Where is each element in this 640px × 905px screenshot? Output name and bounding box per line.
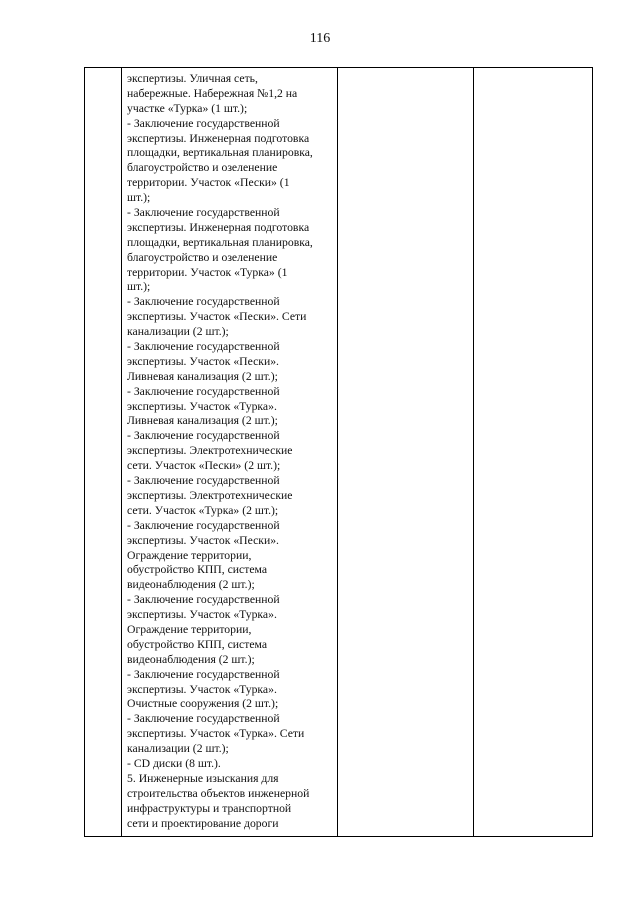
description-line: экспертизы. Участок «Пески». Сети (127, 310, 307, 324)
description-line: Очистные сооружения (2 шт.); (127, 697, 279, 711)
description-line: экспертизы. Участок «Пески». (127, 354, 279, 368)
description-line: видеонаблюдения (2 шт.); (127, 578, 255, 592)
table-description-cell (127, 72, 337, 831)
description-line: инфраструктуры и транспортной (127, 801, 292, 815)
description-line: Ограждение территории, (127, 622, 252, 636)
description-line: - Заключение государственной (127, 206, 280, 220)
description-line: экспертизы. Участок «Турка». (127, 682, 277, 696)
description-line: площадки, вертикальная планировка, (127, 146, 313, 160)
description-line: экспертизы. Участок «Турка». Сети (127, 727, 305, 741)
description-line: экспертизы. Уличная сеть, (127, 72, 258, 85)
description-line: экспертизы. Инженерная подготовка (127, 131, 310, 145)
table-column-divider-3 (473, 68, 474, 836)
description-line: Ливневая канализация (2 шт.); (127, 414, 278, 428)
page-number: 116 (309, 31, 331, 46)
description-line: Ливневая канализация (2 шт.); (127, 369, 278, 383)
table-column-divider-1 (121, 68, 122, 836)
description-line: территории. Участок «Пески» (1 (127, 176, 290, 190)
description-line: сети. Участок «Пески» (2 шт.); (127, 459, 281, 473)
description-line: экспертизы. Участок «Турка». (127, 399, 277, 413)
description-line: экспертизы. Участок «Пески». (127, 533, 279, 547)
description-line: территории. Участок «Турка» (1 (127, 265, 288, 279)
description-line: Ограждение территории, (127, 548, 252, 562)
description-line: обустройство КПП, система (127, 637, 268, 651)
description-line: видеонаблюдения (2 шт.); (127, 652, 255, 666)
description-line: экспертизы. Электротехнические (127, 488, 293, 502)
description-line: строительства объектов инженерной (127, 786, 310, 800)
description-line: участке «Турка» (1 шт.); (127, 101, 248, 115)
document-table (84, 67, 593, 837)
description-line: благоустройство и озеленение (127, 250, 278, 264)
description-line: - Заключение государственной (127, 384, 280, 398)
description-line: площадки, вертикальная планировка, (127, 235, 313, 249)
description-line: сети. Участок «Турка» (2 шт.); (127, 503, 279, 517)
description-line: канализации (2 шт.); (127, 742, 229, 756)
description-line: - Заключение государственной (127, 474, 280, 488)
description-line: - CD диски (8 шт.). (127, 756, 221, 770)
description-line: шт.); (127, 280, 151, 294)
description-line: сети и проектирование дороги (127, 816, 279, 830)
description-line: - Заключение государственной (127, 116, 280, 130)
description-line: - Заключение государственной (127, 518, 280, 532)
description-line: набережные. Набережная №1,2 на (127, 86, 298, 100)
description-line: 5. Инженерные изыскания для (127, 771, 279, 785)
description-line: обустройство КПП, система (127, 563, 268, 577)
description-line: благоустройство и озеленение (127, 161, 278, 175)
description-line: - Заключение государственной (127, 593, 280, 607)
description-line: экспертизы. Инженерная подготовка (127, 220, 310, 234)
description-line: - Заключение государственной (127, 295, 280, 309)
description-line: экспертизы. Электротехнические (127, 444, 293, 458)
description-line: - Заключение государственной (127, 667, 280, 681)
description-line: шт.); (127, 191, 151, 205)
table-column-divider-2 (337, 68, 338, 836)
description-line: - Заключение государственной (127, 429, 280, 443)
description-line: - Заключение государственной (127, 340, 280, 354)
description-line: экспертизы. Участок «Турка». (127, 608, 277, 622)
description-line: канализации (2 шт.); (127, 325, 229, 339)
description-line: - Заключение государственной (127, 712, 280, 726)
